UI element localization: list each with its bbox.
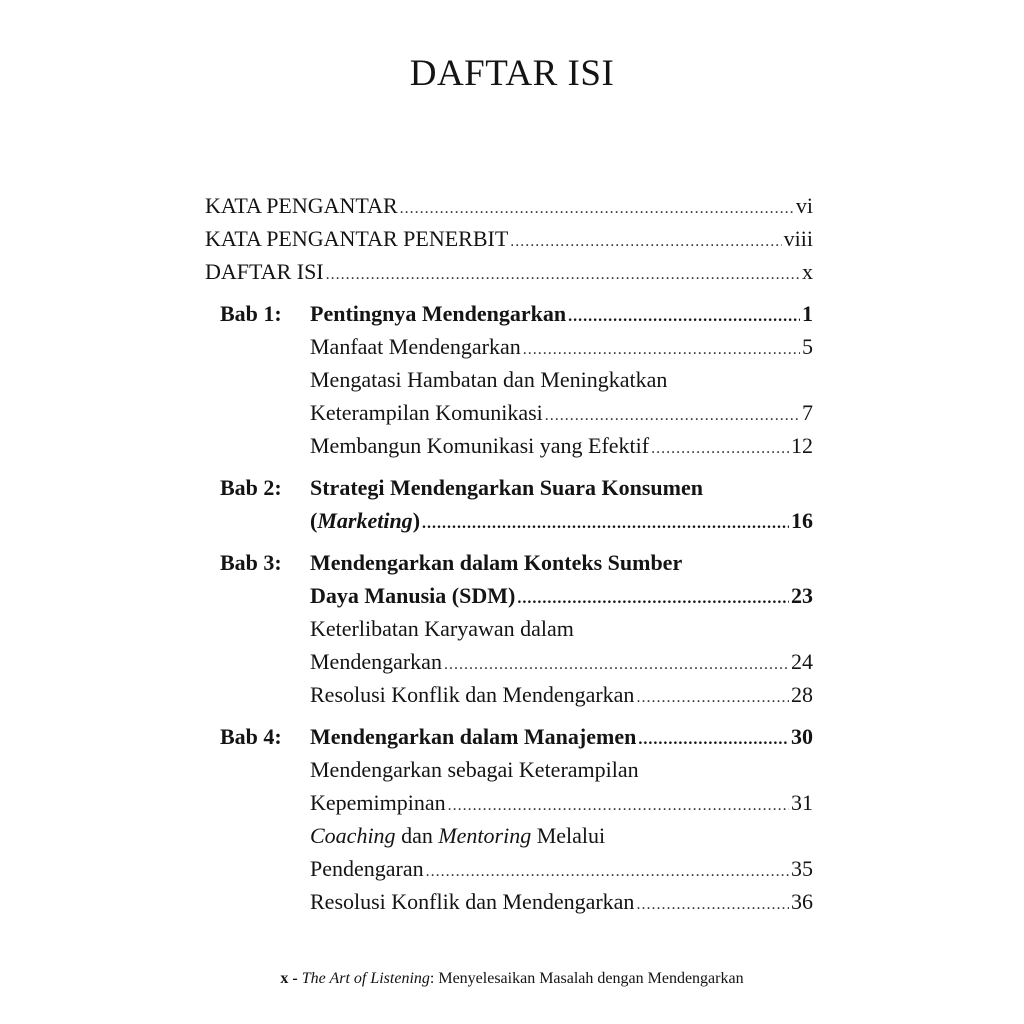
chapter-title-line: Strategi Mendengarkan Suara Konsumen [310,475,703,500]
toc-entry-section[interactable] [310,330,813,363]
toc-entry-page: 28 [791,682,813,707]
toc-entry-section[interactable] [310,429,813,462]
dot-leader [326,258,800,291]
toc-entry-page: 7 [802,400,813,425]
toc-entry-section-line: Keterlibatan Karyawan dalam [310,616,574,641]
toc-entry-page: 16 [791,508,813,533]
toc-entry-chapter-title[interactable] [310,579,813,612]
toc-entry-section-line: Mengatasi Hambatan dan Meningkatkan [310,367,668,392]
toc-entry-chapter-title[interactable] [310,720,813,753]
dot-leader [636,681,789,714]
toc-entry-label: Membangun Komunikasi yang Efektif [310,433,650,458]
dot-leader [636,888,789,921]
toc-entry-chapter-title[interactable] [310,297,813,330]
toc-entry-label: Daya Manusia (SDM) [310,583,516,608]
toc-entry-section[interactable] [310,786,813,819]
toc-entry-label: Manfaat Mendengarkan [310,334,521,359]
toc-entry-page: 12 [791,433,813,458]
chapter-1 [205,297,813,462]
chapter-number: Bab 1: [220,301,282,326]
chapter-number: Bab 3: [220,550,282,575]
toc-entry-chapter-title[interactable] [310,504,813,537]
toc-entry-page: vi [795,193,813,218]
toc-entry-page: 35 [791,856,813,881]
chapter-2 [205,471,813,537]
chapter-number: Bab 4: [220,724,282,749]
chapter-3 [205,546,813,711]
toc-entry-section[interactable] [310,396,813,429]
footer-page-number: x [280,970,289,987]
toc-entry-section[interactable] [310,645,813,678]
toc-entry-daftar-isi[interactable] [205,255,813,288]
dot-leader [444,648,789,681]
dot-leader [510,225,781,258]
toc-entry-page: x [802,259,813,284]
toc-entry-page: 36 [791,889,813,914]
dot-leader [448,789,789,822]
toc-entry-page: 31 [791,790,813,815]
toc-entry-page: 30 [791,724,813,749]
toc-entry-label: Mendengarkan [310,649,442,674]
dot-leader [638,723,789,756]
dot-leader [422,507,789,540]
page-footer: x - The Art of Listening: Menyelesaikan Masalah dengan Mendengarkan [280,970,744,987]
toc-entry-page: 5 [802,334,813,359]
toc-entry-page: viii [783,226,813,251]
toc-entry-label: DAFTAR ISI [205,259,324,284]
toc-entry-page: 23 [791,583,813,608]
toc-entry-page: 24 [791,649,813,674]
dot-leader [426,855,789,888]
toc-entry-label: (Marketing) [310,508,421,533]
toc-entry-kata-pengantar[interactable] [205,189,813,222]
toc-entry-label: Kepemimpinan [310,790,446,815]
toc-entry-label: Pendengaran [310,856,424,881]
dot-leader [400,192,794,225]
toc-entry-label: Mendengarkan dalam Manajemen [310,724,637,749]
toc-entry-label: Resolusi Konflik dan Mendengarkan [310,682,635,707]
italic-term: Coaching [310,823,396,848]
italic-term: Mentoring [438,823,532,848]
chapter-number: Bab 2: [220,475,282,500]
dot-leader [523,333,800,366]
toc-entry-section[interactable] [310,678,813,711]
toc-entry-label: KATA PENGANTAR PENERBIT [205,226,509,251]
toc-entry-section-line: Mendengarkan sebagai Keterampilan [310,757,639,782]
footer-book-subtitle: : Menyelesaikan Masalah dengan Mendengarkan [429,970,744,987]
dot-leader [517,582,789,615]
toc-entry-kata-pengantar-penerbit[interactable] [205,222,813,255]
footer-book-title: The Art of Listening [301,970,430,987]
page-title: DAFTAR ISI [409,53,615,94]
toc-entry-page: 1 [802,301,813,326]
italic-term: Marketing [317,508,413,533]
toc-entry-label: Resolusi Konflik dan Mendengarkan [310,889,635,914]
dot-leader [568,300,800,333]
dot-leader [545,399,800,432]
chapter-4 [205,720,813,918]
toc-entry-section[interactable] [310,885,813,918]
chapter-title-line: Mendengarkan dalam Konteks Sumber [310,550,683,575]
toc-entry-label: Pentingnya Mendengarkan [310,301,567,326]
table-of-contents [205,189,813,918]
toc-entry-section-line: Coaching dan Mentoring Melalui [310,823,606,848]
toc-entry-section[interactable] [310,852,813,885]
toc-entry-label: KATA PENGANTAR [205,193,398,218]
dot-leader [651,432,789,465]
toc-entry-label: Keterampilan Komunikasi [310,400,543,425]
